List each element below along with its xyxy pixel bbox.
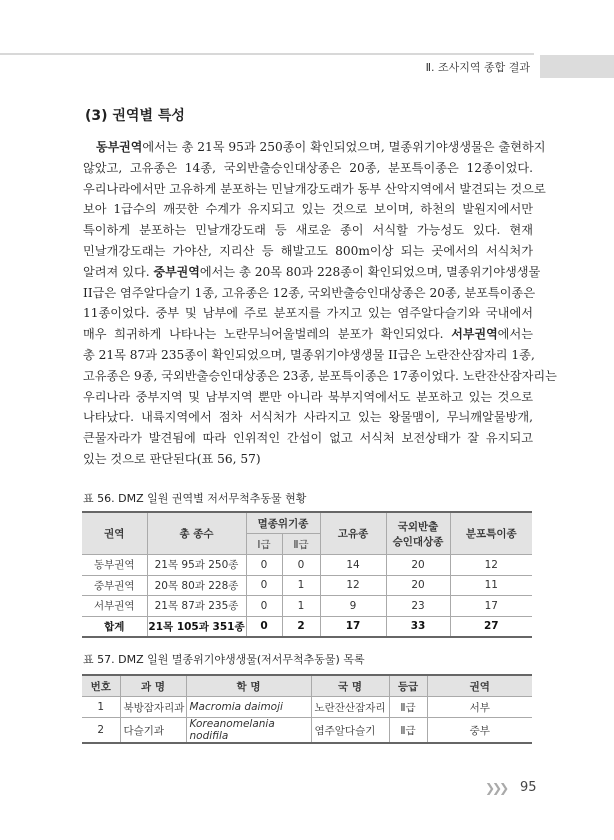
table-cell: 0	[282, 555, 320, 576]
text-run: 우리나라 중부지역 및 남부지역 뿐만 아니라 북부지역에서도 분포하고 있는 것으로	[83, 389, 533, 404]
table-row	[82, 555, 532, 576]
table-cell: Ⅱ급	[389, 718, 427, 744]
col-total: 총 종수	[147, 512, 246, 555]
column-header: 권역	[427, 675, 532, 697]
paragraph-line	[83, 241, 533, 262]
paragraph-line	[83, 449, 533, 470]
text-run: 매우 희귀하게 나타나는 노란무늬어울벌레의 분포가 확인되었다.	[83, 327, 452, 342]
paragraph-line	[83, 220, 533, 241]
table-cell: 염주알다슬기	[311, 718, 389, 744]
table-cell: 북방잠자리과	[120, 697, 186, 718]
paragraph-line	[83, 345, 533, 366]
column-header: 등급	[389, 675, 427, 697]
table-cell: 2	[282, 616, 320, 637]
table-cell: 21목 95과 250종	[147, 555, 246, 576]
text-run: 보아 1급수의 깨끗한 수계가 유지되고 있는 것으로 보이며, 하천의 발원지에서만	[83, 202, 533, 217]
chapter-header: Ⅱ. 조사지역 종합 결과	[425, 61, 530, 74]
table-cell: 14	[320, 555, 386, 576]
col-grade2: Ⅱ급	[282, 534, 320, 555]
table-cell: 17	[450, 596, 532, 617]
table-cell: 0	[246, 575, 282, 596]
table-cell: 중부권역	[82, 575, 147, 596]
col-endemic: 고유종	[320, 512, 386, 555]
col-export	[386, 512, 450, 555]
table-cell: 21목 105과 351종	[147, 616, 246, 637]
col-export-line1: 국외반출	[397, 520, 439, 533]
text-run: 않았고, 고유종은 14종, 국외반출승인대상종은 20종, 분포특이종은 12종이었다.	[83, 160, 533, 175]
table-cell: 서부권역	[82, 596, 147, 617]
region-keyword: 동부권역	[96, 140, 143, 154]
text-run: 우리나라에서만 고유하게 분포하는 민날개강도래가 동부 산악지역에서 발견되는 것으로	[83, 181, 546, 196]
paragraph-line	[83, 199, 533, 220]
header-tab-block	[540, 55, 614, 78]
body-paragraph	[83, 137, 557, 470]
paragraph-line	[83, 283, 536, 304]
page-number: 95	[520, 780, 537, 795]
paragraph-line	[83, 324, 533, 345]
table-cell: 20목 80과 228종	[147, 575, 246, 596]
table-cell: 20	[386, 555, 450, 576]
table-56	[82, 511, 532, 638]
text-run: 에서는 총 20목 80과 228종이 확인되었으며, 멸종위기야생생물	[199, 264, 541, 279]
region-keyword: 서부권역	[451, 327, 498, 342]
paragraph-line	[83, 366, 557, 387]
header-rule	[0, 53, 534, 55]
text-run: 고유종은 9종, 국외반출승인대상종은 23종, 분포특이종은 17종이었다. 노란잔산잠자리는	[83, 368, 557, 383]
table-cell: 합계	[82, 616, 147, 637]
text-run: 에서는	[497, 327, 533, 342]
text-run: 나타났다. 내륙지역에서 점차 서식처가 사라지고 있는 왕물맴이, 무늬깨알물방개,	[83, 410, 533, 425]
table-cell: 12	[320, 575, 386, 596]
text-run: 큰물자라가 발견됨에 따라 인위적인 간섭이 없고 서식처 보전상태가 잘 유지되고	[83, 431, 533, 446]
table-row	[82, 718, 532, 744]
text-run: 민날개강도래는 가야산, 지리산 등 해발고도 800m이상 되는 곳에서의 서식처가	[83, 243, 533, 258]
paragraph-line	[83, 137, 546, 158]
table-cell: 중부	[427, 718, 532, 744]
table-cell: 노란잔산잠자리	[311, 697, 389, 718]
table-cell: 1	[82, 697, 120, 718]
col-grade1: Ⅰ급	[246, 534, 282, 555]
col-region: 권역	[82, 512, 147, 555]
table-cell: 23	[386, 596, 450, 617]
table-cell: 12	[450, 555, 532, 576]
table-row	[82, 697, 532, 718]
table-cell: Macromia daimoji	[186, 697, 311, 718]
paragraph-line	[83, 262, 541, 283]
section-title: (3) 권역별 특성	[85, 108, 185, 124]
paragraph-line	[83, 303, 533, 324]
table-cell: 9	[320, 596, 386, 617]
column-header: 학 명	[186, 675, 311, 697]
table-cell: 21목 87과 235종	[147, 596, 246, 617]
text-run: 총 21목 87과 235종이 확인되었으며, 멸종위기야생생물 II급은 노란잔산잠자리 1종,	[83, 347, 535, 362]
table-cell: Koreanomelania nodifila	[186, 718, 311, 744]
paragraph-line	[83, 407, 533, 428]
paragraph-line	[83, 179, 546, 200]
text-run: 에서는 총 21목 95과 250종이 확인되었으며, 멸종위기야생생물은 출현하지	[142, 140, 546, 154]
paragraph-line	[83, 428, 533, 449]
table-cell: 동부권역	[82, 555, 147, 576]
text-run: 있는 것으로 판단된다(표 56, 57)	[83, 451, 261, 466]
table-cell: 다슬기과	[120, 718, 186, 744]
column-header: 과 명	[120, 675, 186, 697]
table-cell: 11	[450, 575, 532, 596]
table-cell: 서부	[427, 697, 532, 718]
text-run: II급은 염주알다슬기 1종, 고유종은 12종, 국외반출승인대상종은 20종, 분포특이종은	[83, 285, 536, 300]
text-run: 특이하게 분포하는 민날개강도래 등 새로운 종이 서식할 가능성도 있다. 현재	[83, 223, 533, 238]
page-arrow-icon: ❯❯❯	[485, 781, 507, 795]
table-cell: 33	[386, 616, 450, 637]
table-cell: 0	[246, 555, 282, 576]
table-cell: 0	[246, 616, 282, 637]
paragraph-line	[83, 158, 533, 179]
table-cell: 20	[386, 575, 450, 596]
col-export-line2: 승인대상종	[392, 535, 444, 548]
table-row	[82, 596, 532, 617]
table-57-caption: 표 57. DMZ 일원 멸종위기야생생물(저서무척추동물) 목록	[83, 653, 365, 666]
column-header: 국 명	[311, 675, 389, 697]
table-cell: 1	[282, 596, 320, 617]
table-cell: 17	[320, 616, 386, 637]
table-56-caption: 표 56. DMZ 일원 권역별 저서무척추동물 현황	[83, 492, 307, 505]
region-keyword: 중부권역	[153, 264, 200, 279]
table-cell: 1	[282, 575, 320, 596]
column-header: 번호	[82, 675, 120, 697]
paragraph-line	[83, 387, 533, 408]
text-run: 알려져 있다.	[83, 264, 154, 279]
table-row	[82, 575, 532, 596]
table-row	[82, 616, 532, 637]
table-cell: 2	[82, 718, 120, 744]
table-57	[82, 674, 532, 744]
table-cell: Ⅱ급	[389, 697, 427, 718]
table-cell: 0	[246, 596, 282, 617]
col-endangered: 멸종위기종	[246, 512, 320, 534]
text-run: 11종이었다. 중부 및 남부에 주로 분포지를 가지고 있는 염주알다슬기와 국내에서	[83, 306, 533, 321]
table-cell: 27	[450, 616, 532, 637]
col-distribution: 분포특이종	[450, 512, 532, 555]
